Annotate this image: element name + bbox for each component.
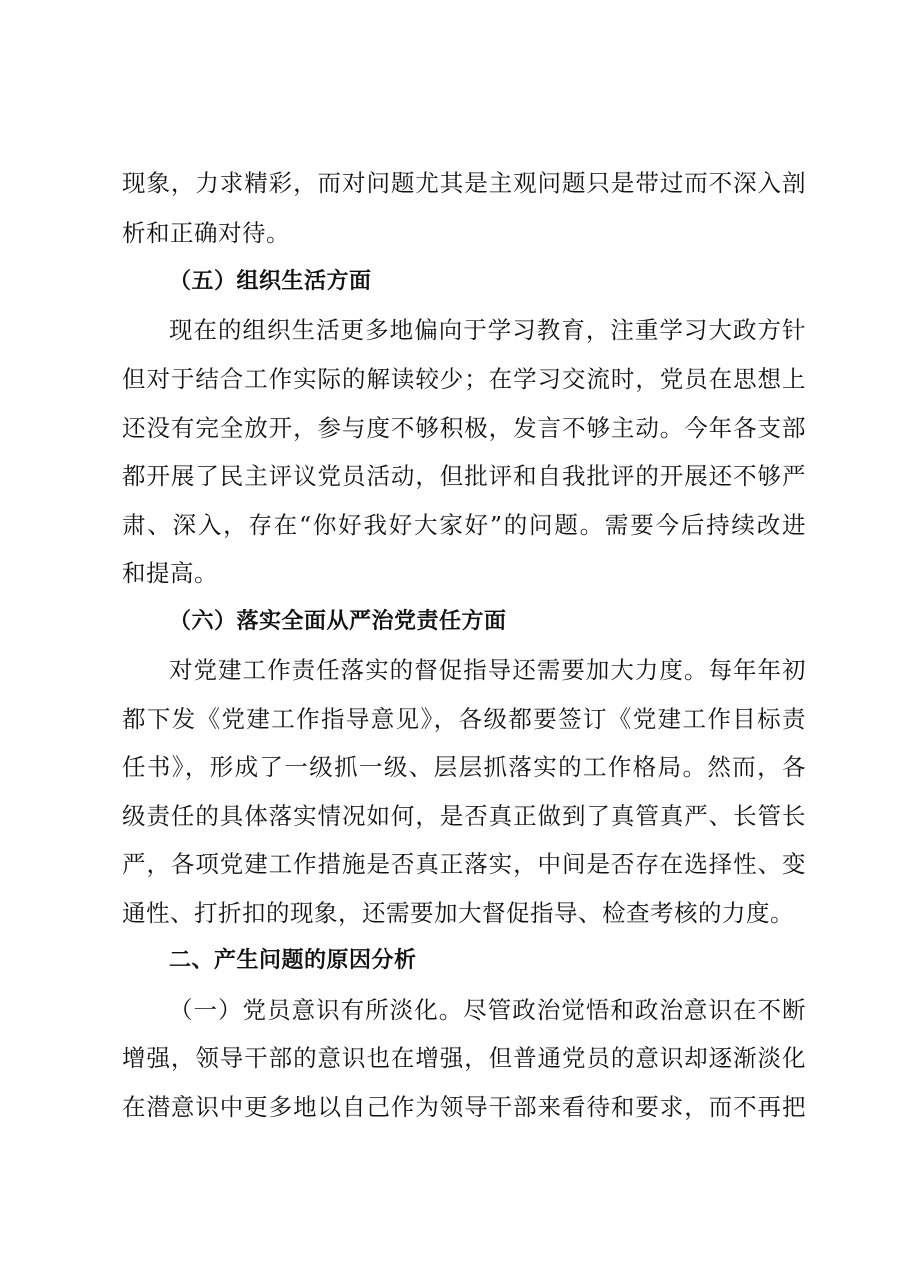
paragraph-line: 都开展了民主评议党员活动，但批评和自我批评的开展还不够严: [122, 462, 806, 490]
paragraph-line: 增强，领导干部的意识也在增强，但普通党员的意识却逐渐淡化: [122, 1044, 806, 1072]
paragraph-line: 析和正确对待。: [122, 219, 290, 247]
paragraph-line: 都下发《党建工作指导意见》，各级都要签订《党建工作目标责: [122, 705, 806, 733]
section-heading-five: （五）组织生活方面: [169, 269, 372, 294]
paragraph-line: 严，各项党建工作措施是否真正落实，中间是否存在选择性、变: [122, 850, 806, 878]
paragraph-line: 任书》，形成了一级抓一级、层层抓落实的工作格局。然而，各: [122, 753, 806, 781]
paragraph-line: 级责任的具体落实情况如何，是否真正做到了真管真严、长管长: [122, 802, 806, 830]
paragraph-line: 肃、深入，存在“你好我好大家好”的问题。需要今后持续改进: [122, 511, 806, 539]
paragraph-line: 通性、打折扣的现象，还需要加大督促指导、检查考核的力度。: [122, 899, 794, 927]
paragraph-line: 现在的组织生活更多地偏向于学习教育，注重学习大政方针: [169, 316, 806, 344]
paragraph-line: 和提高。: [122, 559, 218, 587]
paragraph-line: 现象，力求精彩，而对问题尤其是主观问题只是带过而不深入剖: [122, 169, 806, 197]
paragraph-line: 还没有完全放开，参与度不够积极，发言不够主动。今年各支部: [122, 414, 806, 442]
paragraph-line: 在潜意识中更多地以自己作为领导干部来看待和要求，而不再把: [122, 1093, 806, 1121]
section-heading-two: 二、产生问题的原因分析: [169, 948, 417, 973]
paragraph-line: （一）党员意识有所淡化。尽管政治觉悟和政治意识在不断: [169, 996, 806, 1024]
paragraph-line: 但对于结合工作实际的解读较少；在学习交流时，党员在思想上: [122, 365, 806, 393]
section-heading-six: （六）落实全面从严治党责任方面: [169, 609, 507, 634]
paragraph-line: 对党建工作责任落实的督促指导还需要加大力度。每年年初: [169, 656, 806, 684]
